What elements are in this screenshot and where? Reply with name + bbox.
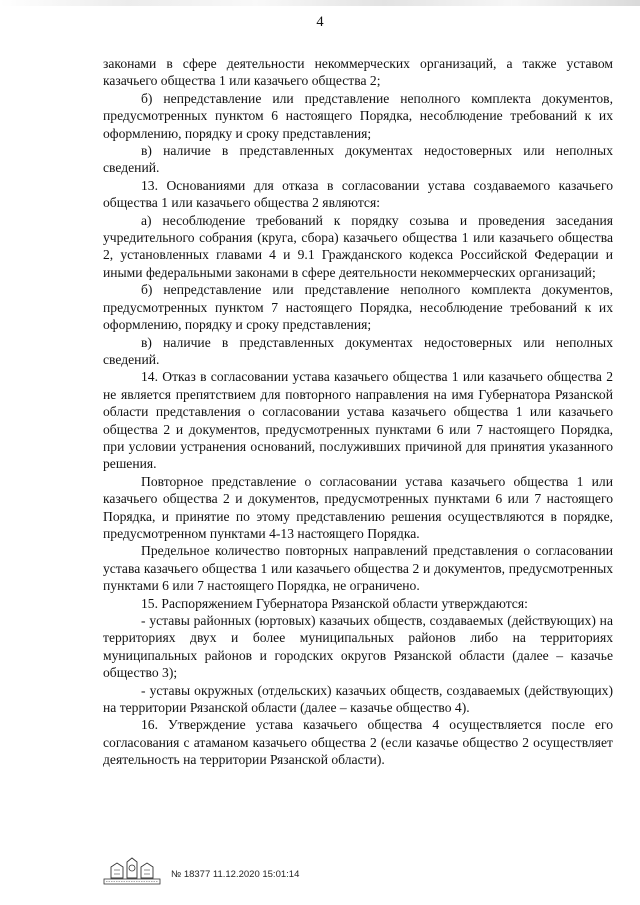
page-number: 4 <box>316 14 324 30</box>
paragraph: б) непредставление или представление неполного комплекта документов, предусмотренных пунктом 6 настоящего Порядка, несоблюдение требований к их оформлению, порядку и сроку представления; <box>103 90 613 141</box>
document-footer <box>103 855 613 891</box>
paragraph: Предельное количество повторных направлений представления о согласовании устава казачьего общества 1 или казачьего общества 2 и документов, предусмотренных пунктами 6 или 7 настоящего Порядка, не ограничено. <box>103 543 613 594</box>
paragraph: Повторное представление о согласовании устава казачьего общества 1 или казачьего общества 2 и документов, предусмотренных пунктами 6 или 7 настоящего Порядка, и принятие по этому представлению решения осуществляются в порядке, предусмотренном пунктами 4-13 настоящего Порядка. <box>103 473 613 541</box>
paragraph: в) наличие в представленных документах недостоверных или неполных сведений. <box>103 334 613 367</box>
paragraph: 14. Отказ в согласовании устава казачьего общества 1 или казачьего общества 2 не является препятствием для повторного направления на имя Губернатора Рязанской области представления о согласовании устава казачьего общества 1 или казачьего общества 2 и документов, предусмотренных пунктами 6 или 7 настоящего Порядка, при условии устранения оснований, послуживших причиной для принятия указанного решения. <box>103 369 613 472</box>
scan-edge-artifact <box>0 0 640 6</box>
paragraph: 15. Распоряжением Губернатора Рязанской области утверждаются: <box>141 595 528 611</box>
paragraph: а) несоблюдение требований к порядку созыва и проведения заседания учредительного собрания (круга, сбора) казачьего общества 1 или казачьего общества 2, установленных главами 4 и 9.1 Гражданского кодекса Российской Федерации и иными федеральными законами в сфере деятельности некоммерческих организаций; <box>103 212 613 280</box>
document-body <box>103 55 613 769</box>
paragraph: 16. Утверждение устава казачьего общества 4 осуществляется после его согласования с атаманом казачьего общества 2 (если казачье общество 2 осуществляет деятельность на территории Рязанской области). <box>103 717 613 768</box>
paragraph: - уставы районных (юртовых) казачьих обществ, создаваемых (действующих) на территориях двух и более муниципальных районов либо на территориях муниципальных районов и городских округов Рязанской области (далее – казачье общество 3); <box>103 613 613 681</box>
paragraph: б) непредставление или представление неполного комплекта документов, предусмотренных пунктом 7 настоящего Порядка, несоблюдение требований к их оформлению, порядку и сроку представления; <box>103 282 613 333</box>
paragraph: в) наличие в представленных документах недостоверных или неполных сведений. <box>103 143 613 176</box>
paragraph: - уставы окружных (отдельских) казачьих обществ, создаваемых (действующих) на территории Рязанской области (далее – казачье общество 4). <box>103 682 613 716</box>
paragraph: законами в сфере деятельности некоммерческих организаций, а также уставом казачьего общества 1 или казачьего общества 2; <box>103 56 613 89</box>
paragraph: 13. Основаниями для отказа в согласовании устава создаваемого казачьего общества 1 или казачьего общества 2 являются: <box>103 177 613 211</box>
coat-of-arms-seal-icon <box>103 855 161 885</box>
registration-stamp: № 18377 11.12.2020 15:01:14 <box>171 869 300 880</box>
